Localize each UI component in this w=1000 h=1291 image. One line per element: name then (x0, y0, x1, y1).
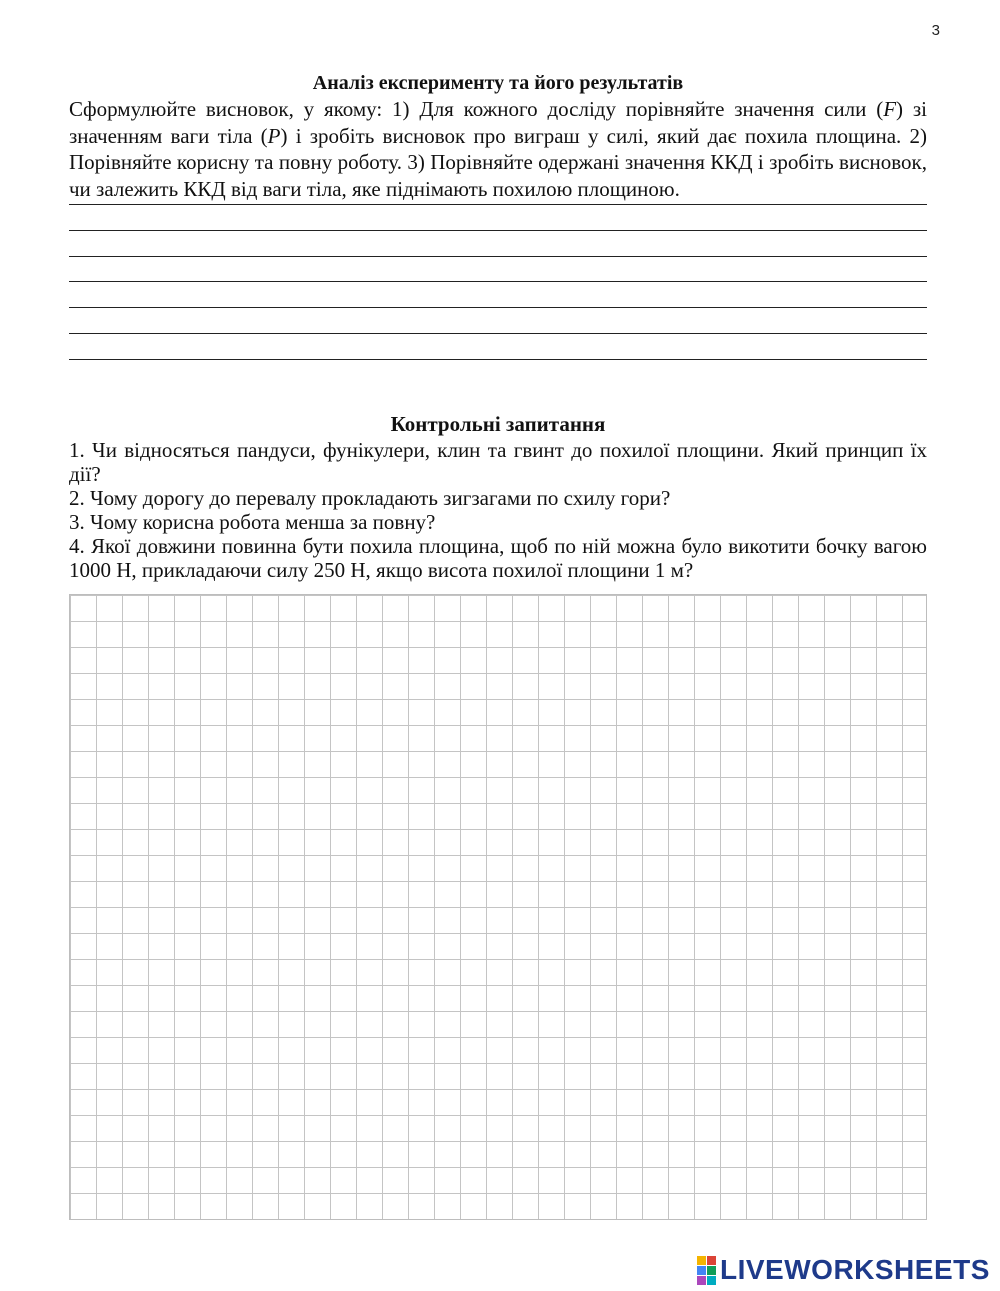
logo-block (697, 1256, 706, 1265)
control-questions-section (69, 412, 927, 582)
question-3: 3. Чому корисна робота менша за повну? (69, 510, 436, 534)
question-4: 4. Якої довжини повинна бути похила площина, щоб по ній можна було викотити бочку вагою 1000 Н, прикладаючи силу 250 Н, якщо висота похилої площини 1 м? (69, 534, 927, 582)
logo-blocks-icon (697, 1256, 716, 1285)
answer-line[interactable] (69, 281, 927, 282)
answer-lines (69, 204, 927, 385)
answer-line[interactable] (69, 333, 927, 334)
answer-grid[interactable] (69, 594, 927, 1220)
logo-block (707, 1256, 716, 1265)
variable-f: F (883, 97, 897, 121)
question-2: 2. Чому дорогу до перевалу прокладають зигзагами по схилу гори? (69, 486, 671, 510)
questions-title: Контрольні запитання (390, 412, 606, 436)
answer-line[interactable] (69, 256, 927, 257)
variable-p: P (267, 123, 281, 148)
liveworksheets-logo (697, 1253, 990, 1287)
analysis-instructions: Сформулюйте висновок, у якому: 1) Для кожного досліду порівняйте значення сили (F) зі значенням ваги тіла (P) і зробіть висновок про виграш у силі, який дає похила площина. 2) Порівняйте корисну та повну роботу. 3) Порівняйте одержані значення ККД і зробіть висновок, чи залежить ККД від ваги тіла, яке піднімають похилою площиною. (69, 97, 927, 201)
analysis-section (69, 70, 927, 202)
logo-block (697, 1276, 706, 1285)
analysis-title: Аналіз експерименту та його результатів (312, 72, 684, 94)
logo-text: LIVEWORKSHEETS (720, 1254, 990, 1285)
page-number: 3 (931, 22, 940, 39)
answer-line[interactable] (69, 359, 927, 360)
question-1: 1. Чи відносяться пандуси, фунікулери, клин та гвинт до похилої площини. Який принцип їх дії? (69, 438, 927, 486)
answer-line[interactable] (69, 307, 927, 308)
logo-block (697, 1266, 706, 1275)
logo-block (707, 1266, 716, 1275)
answer-line[interactable] (69, 230, 927, 231)
logo-block (707, 1276, 716, 1285)
answer-line[interactable] (69, 204, 927, 205)
